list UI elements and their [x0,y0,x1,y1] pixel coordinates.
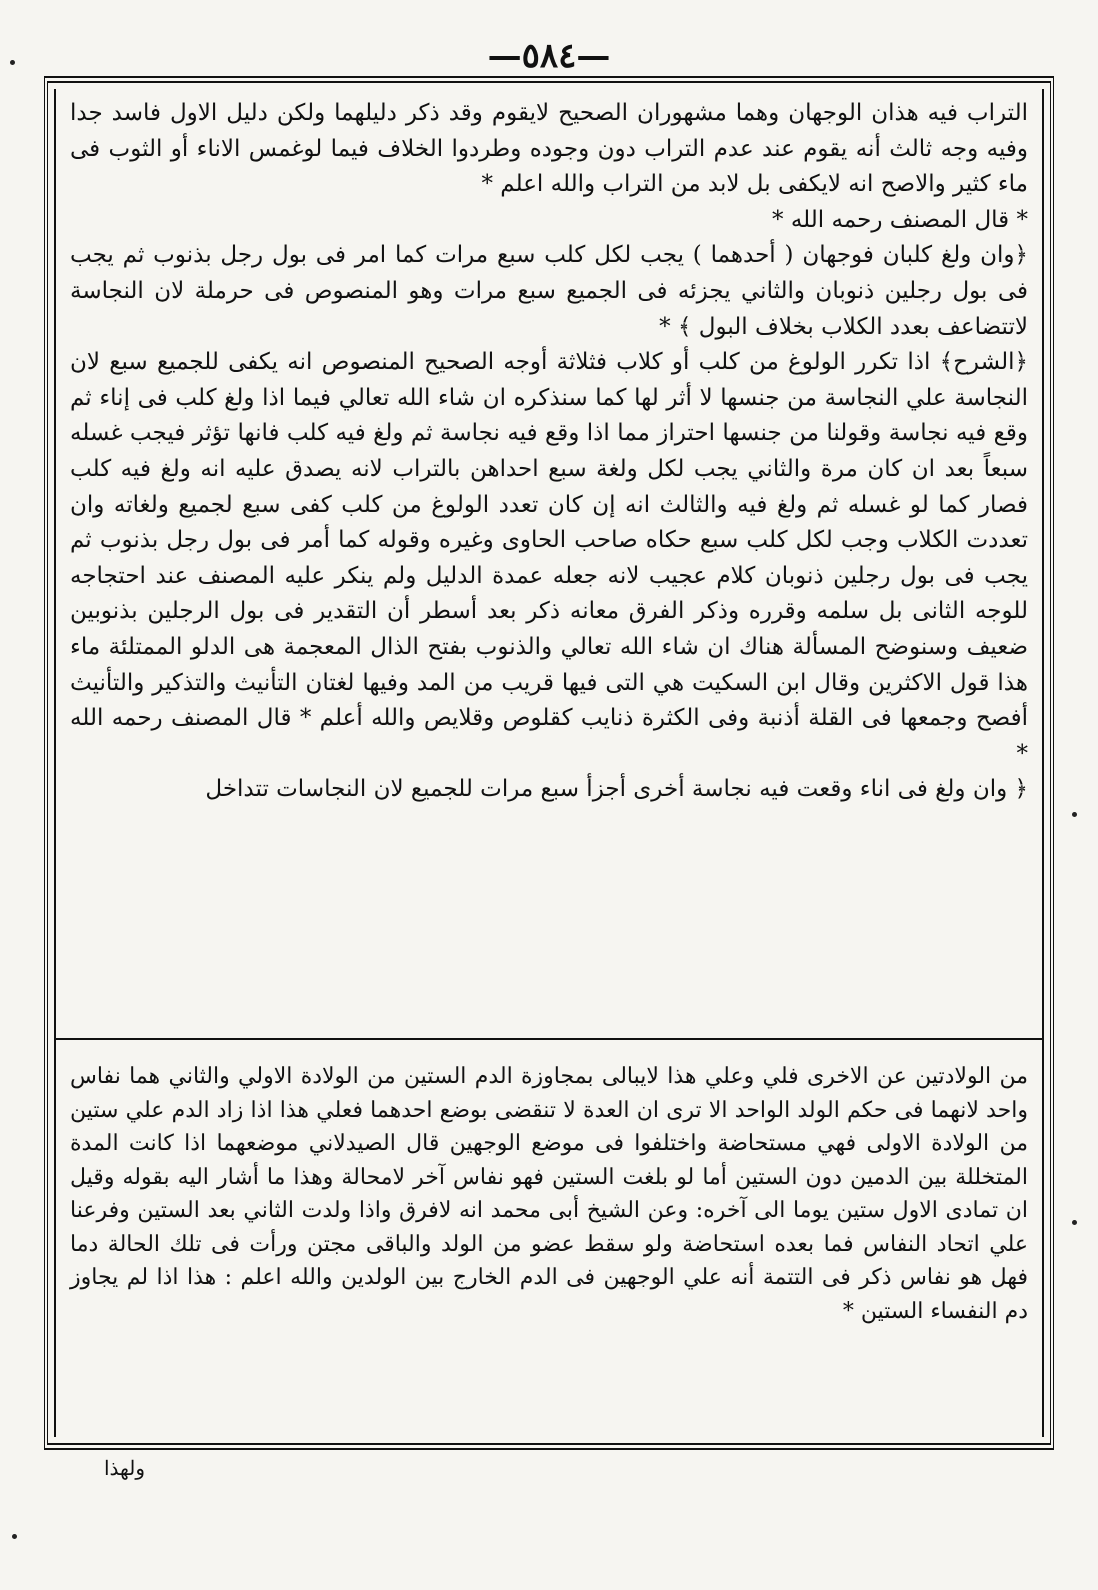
page-number: —٥٨٤— [487,36,611,76]
main-paragraph-4: ﴿الشرح﴾ اذا تكرر الولوغ من كلب أو كلاب فثلاثة أوجه الصحيح المنصوص انه يكفى للجميع سبع لان النجاسة علي النجاسة من جنسها لا أثر لها كما سنذكره ان شاء الله تعالي فيما اذا ولغ كلب فى إناء ثم وقع فيه نجاسة وقولنا من جنسها احتراز مما اذا وقع فيه نجاسة ثم ولغ فيه كلب فانها تؤثر فيجب غسله سبعاً بعد ان كان مرة والثاني يجب لكل ولغة سبع احداهن بالتراب لانه يصدق عليه انه ولغ فيه كلب فصار كما لو غسله ثم ولغ فيه والثالث انه إن كان تعدد الولوغ من كلب كفى سبع لجميع ولغاته وان تعددت الكلاب وجب لكل كلب سبع حكاه صاحب الحاوى وغيره وقوله كما أمر فى بول رجل بذنوب ثم يجب فى بول رجلين ذنوبان كلام عجيب لانه جعله عمدة الدليل ولم ينكر عليه المصنف عند احتجاجه للوجه الثانى بل سلمه وقرره وذكر الفرق معانه ذكر بعد أسطر أن التقدير فى بول الرجلين بذنوبين ضعيف وسنوضح المسألة هناك ان شاء الله تعالي والذنوب بفتح الذال المعجمة هى الدلو الممتلئة ماء هذا قول الاكثرين وقال ابن السكيت هي التى فيها قريب من المد وفيها لغتان التأنيث والتذكير والتأنيث أفصح وجمعها فى القلة أذنبة وفى الكثرة ذنايب كقلوص وقلايص والله أعلم * قال المصنف رحمه الله * [70,349,1028,767]
catchword: ولهذا [104,1456,146,1480]
main-paragraph-3: ﴿وان ولغ كلبان فوجهان ( أحدهما ) يجب لكل كلب سبع مرات كما امر فى بول رجل بذنوب ثم يجب فى بول رجلين ذنوبان والثاني يجزئه فى الجميع سبع مرات وهو المنصوص فى حرملة لان النجاسة لاتتضاعف بعدد الكلاب بخلاف البول ﴾ * [70,242,1028,340]
main-paragraph-5: ﴿ وان ولغ فى اناء وقعت فيه نجاسة أخرى أجزأ سبع مرات للجميع لان النجاسات تتداخل [205,776,1028,803]
main-paragraph-1: التراب فيه هذان الوجهان وهما مشهوران الصحيح لايقوم وقد ذكر دليلهما ولكن دليل الاول فاسد جدا وفيه وجه ثالث أنه يقوم عند عدم التراب دون وجوده وطردوا الخلاف فيما لوغمس الاناء أو الثوب فى ماء كثير والاصح انه لايكفى بل لابد من التراب والله اعلم * [70,100,1028,198]
scan-speck [12,1534,17,1539]
main-paragraph-2: * قال المصنف رحمه الله * [772,206,1028,233]
main-text [70,96,1028,808]
scan-speck [10,60,15,65]
scan-speck [1072,812,1077,817]
footnote-divider [54,1038,1044,1040]
footnote-text [70,1060,1028,1328]
scan-speck [1072,1220,1077,1225]
footnote-paragraph-1: من الولادتين عن الاخرى فلي وعلي هذا لايبالى بمجاوزة الدم الستين من الولادة الاولي والثاني هما نفاس واحد لانهما فى حكم الولد الواحد الا ترى ان العدة لا تنقضى بوضع احدهما فعلي هذا اذا زاد الدم علي ستين من الولادة الاولى فهي مستحاضة واختلفوا فى موضع الوجهين قال الصيدلاني موضعهما اذا كانت المدة المتخللة بين الدمين دون الستين أما لو بلغت الستين فهو نفاس آخر لامحالة وهذا ما أشار اليه بقوله وقيل ان تمادى الاول ستين يوما الى آخره: وعن الشيخ أبى محمد انه لافرق واذا ولدت الثاني بعد الستين وفرعنا علي اتحاد النفاس فما بعده استحاضة ولو سقط عضو من الولد والباقى مجتن ورأت فى تلك الحالة دما فهل هو نفاس ذكر فى التتمة أنه علي الوجهين فى الدم الخارج بين الولدين والله اعلم : هذا اذا لم يجاوز دم النفساء الستين * [70,1064,1028,1324]
